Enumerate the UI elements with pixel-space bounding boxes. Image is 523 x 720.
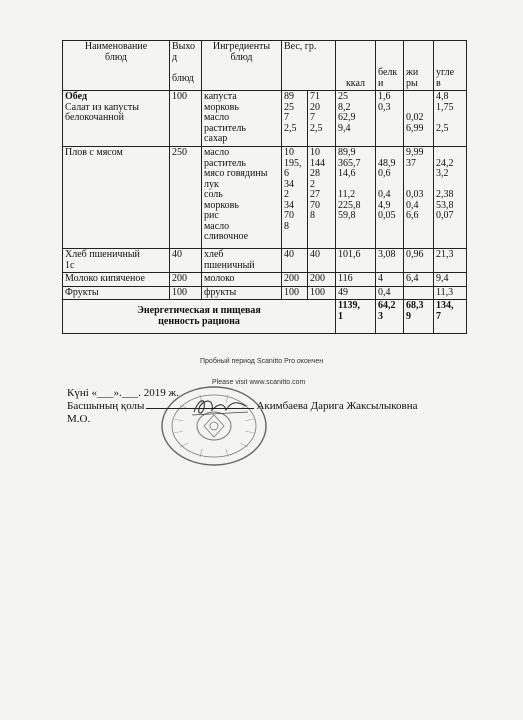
- scan-notice: Пробный период Scanitto Pro окончен: [200, 358, 324, 365]
- total-protein: 64,2 3: [376, 300, 404, 334]
- row-carbs: 9,4: [434, 273, 467, 287]
- row-protein: 3,08: [376, 249, 404, 273]
- dish-name: Салат из капусты белокочанной: [65, 101, 139, 123]
- table-row: [63, 286, 467, 300]
- row-kcal: 101,6: [336, 249, 376, 273]
- row-net: 100: [308, 286, 336, 300]
- row-gross: 40: [282, 249, 308, 273]
- row-name: [63, 91, 170, 147]
- header-weight: Вес, гр.: [282, 41, 336, 91]
- head-prefix: Басшының қолы: [67, 400, 145, 412]
- section-title: Обед: [65, 91, 88, 102]
- row-yield: 100: [170, 286, 202, 300]
- row-carbs: 24,2 3,2 2,38 53,8 0,07: [434, 147, 467, 249]
- row-net: 71 20 7 2,5: [308, 91, 336, 147]
- row-name: Молоко кипяченое: [63, 273, 170, 287]
- head-signature-line: [67, 400, 447, 413]
- date-line: Күні «___».___. 2019 ж.: [67, 387, 179, 399]
- row-protein: 0,4: [376, 286, 404, 300]
- row-net: 10 144 28 2 27 70 8: [308, 147, 336, 249]
- row-name: Плов с мясом: [63, 147, 170, 249]
- row-ingredients: молоко: [202, 273, 282, 287]
- row-kcal: 49: [336, 286, 376, 300]
- table-row: [63, 147, 467, 249]
- header-kcal: ккал: [336, 41, 376, 91]
- row-ingredients: капуста морковь масло раститель сахар: [202, 91, 282, 147]
- row-fat: 0,96: [404, 249, 434, 273]
- row-name: Хлеб пшеничный 1с: [63, 249, 170, 273]
- row-protein: 48,9 0,6 0,4 4,9 0,05: [376, 147, 404, 249]
- row-name: Фрукты: [63, 286, 170, 300]
- signature-underline: [146, 408, 254, 409]
- scan-visit: Please visit www.scanitto.com: [212, 379, 306, 386]
- row-kcal: 89,9 365,7 14,6 11,2 225,8 59,8: [336, 147, 376, 249]
- row-carbs: 21,3: [434, 249, 467, 273]
- row-fat: 0,02 6,99: [404, 91, 434, 147]
- row-fat: [404, 286, 434, 300]
- row-yield: 250: [170, 147, 202, 249]
- row-gross: 200: [282, 273, 308, 287]
- total-carbs: 134, 7: [434, 300, 467, 334]
- row-fat: 9,99 37 0,03 0,4 6,6: [404, 147, 434, 249]
- header-carbs: угле в: [434, 41, 467, 91]
- row-kcal: 116: [336, 273, 376, 287]
- row-fat: 6,4: [404, 273, 434, 287]
- row-ingredients: фрукты: [202, 286, 282, 300]
- row-kcal: 25 8,2 62,9 9,4: [336, 91, 376, 147]
- row-gross: 89 25 7 2,5: [282, 91, 308, 147]
- row-protein: 4: [376, 273, 404, 287]
- row-gross: 100: [282, 286, 308, 300]
- header-fat: жи ры: [404, 41, 434, 91]
- row-protein: 1,6 0,3: [376, 91, 404, 147]
- total-label: Энергетическая и пищевая ценность рациона: [63, 300, 336, 334]
- total-fat: 68,3 9: [404, 300, 434, 334]
- table-row: [63, 91, 467, 147]
- row-yield: 200: [170, 273, 202, 287]
- menu-table: [62, 40, 467, 334]
- header-row: [63, 41, 467, 91]
- header-yield: Выхо д блюд: [170, 41, 202, 91]
- row-net: 200: [308, 273, 336, 287]
- row-net: 40: [308, 249, 336, 273]
- header-name: Наименование блюд: [63, 41, 170, 91]
- row-yield: 100: [170, 91, 202, 147]
- table-row: [63, 273, 467, 287]
- row-yield: 40: [170, 249, 202, 273]
- row-ingredients: масло раститель мясо говядины лук соль морковь рис масло сливочное: [202, 147, 282, 249]
- total-kcal: 1139, 1: [336, 300, 376, 334]
- total-row: [63, 300, 467, 334]
- table-row: [63, 249, 467, 273]
- header-ingredients: Ингредиенты блюд: [202, 41, 282, 91]
- row-gross: 10 195, 6 34 2 34 70 8: [282, 147, 308, 249]
- header-protein: белк и: [376, 41, 404, 91]
- row-carbs: 4,8 1,75 2,5: [434, 91, 467, 147]
- row-ingredients: хлеб пшеничный: [202, 249, 282, 273]
- row-carbs: 11,3: [434, 286, 467, 300]
- head-name: Акимбаева Дарига Жаксылыковна: [256, 400, 418, 412]
- seal-label: М.О.: [67, 413, 91, 425]
